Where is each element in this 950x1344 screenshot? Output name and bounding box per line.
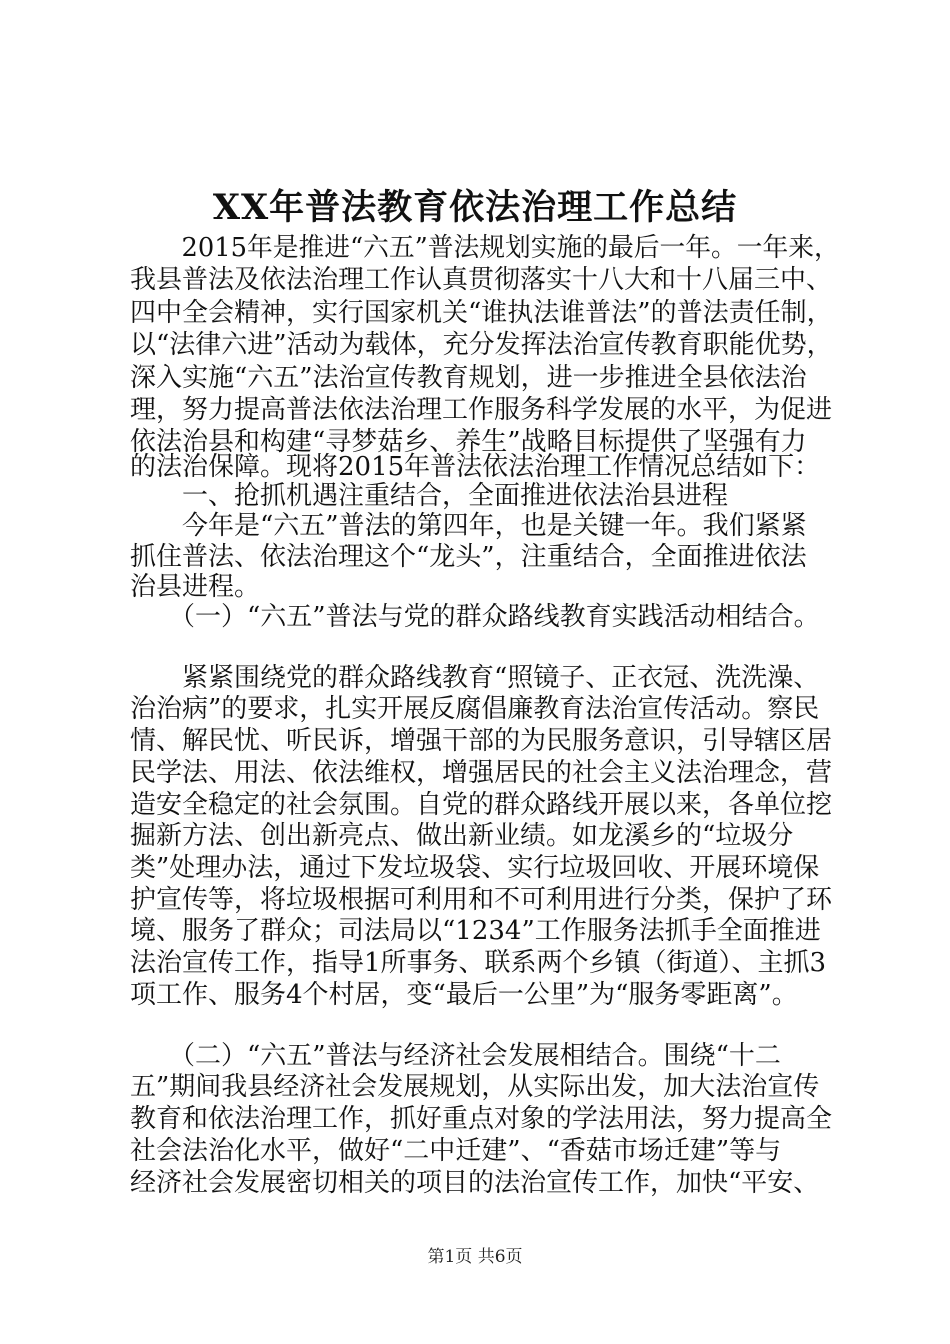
text-line: 今年是“六五”普法的第四年，也是关键一年。我们紧紧 (130, 511, 807, 541)
text-line: 治治病”的要求，扎实开展反腐倡廉教育法治宣传活动。察民 (130, 694, 820, 724)
text-line: 的法治保障。现将2015年普法依法治理工作情况总结如下： (130, 452, 821, 482)
text-line: 我县普法及依法治理工作认真贯彻落实十八大和十八届三中、 (130, 265, 833, 295)
text-line: 2015年是推进“六五”普法规划实施的最后一年。一年来， (130, 233, 840, 263)
subsection-heading: （二）“六五”普法与经济社会发展相结合。围绕“十二 (130, 1041, 781, 1071)
subsection-heading: （一）“六五”普法与党的群众路线教育实践活动相结合。 (130, 602, 820, 632)
text-line: 社会法治化水平，做好“二中迁建”、“香菇市场迁建”等与 (130, 1136, 782, 1166)
text-line: 掘新方法、创出新亮点、做出新业绩。如龙溪乡的“垃圾分 (130, 821, 794, 851)
text-line: 境、服务了群众；司法局以“1234”工作服务法抓手全面推进 (130, 916, 821, 946)
text-line: 经济社会发展密切相关的项目的法治宣传工作，加快“平安、 (130, 1168, 820, 1198)
text-line: 教育和依法治理工作，抓好重点对象的学法用法，努力提高全 (130, 1104, 833, 1134)
text-line: 治县进程。 (130, 572, 261, 602)
text-line: 造安全稳定的社会氛围。自党的群众路线开展以来，各单位挖 (130, 790, 833, 820)
text-line: 以“法律六进”活动为载体，充分发挥法治宣传教育职能优势， (130, 330, 833, 360)
text-line: 抓住普法、依法治理这个“龙头”，注重结合，全面推进依法 (130, 542, 807, 572)
text-line: 法治宣传工作，指导1所事务、联系两个乡镇（街道）、主抓3 (130, 948, 827, 978)
text-line: 类”处理办法，通过下发垃圾袋、实行垃圾回收、开展环境保 (130, 853, 820, 883)
text-line: 情、解民忧、听民诉，增强干部的为民服务意识，引导辖区居 (130, 726, 833, 756)
text-line: 护宣传等，将垃圾根据可利用和不可利用进行分类，保护了环 (130, 885, 833, 915)
text-line: 紧紧围绕党的群众路线教育“照镜子、正衣冠、洗洗澡、 (130, 663, 820, 693)
document-title: XX年普法教育依法治理工作总结 (212, 187, 738, 228)
section-heading: 一、抢抓机遇注重结合，全面推进依法治县进程 (130, 481, 729, 511)
text-line: 四中全会精神，实行国家机关“谁执法谁普法”的普法责任制， (130, 298, 833, 328)
text-line: 民学法、用法、依法维权，增强居民的社会主义法治理念，营 (130, 758, 833, 788)
text-line: 依法治县和构建“寻梦菇乡、养生”战略目标提供了坚强有力 (130, 427, 807, 457)
text-line: 深入实施“六五”法治宣传教育规划，进一步推进全县依法治 (130, 363, 807, 393)
text-line: 理，努力提高普法依法治理工作服务科学发展的水平，为促进 (130, 395, 833, 425)
text-line: 五”期间我县经济社会发展规划，从实际出发，加大法治宣传 (130, 1072, 820, 1102)
page-footer: 第1页 共6页 (427, 1247, 523, 1267)
text-line: 项工作、服务4个村居，变“最后一公里”为“服务零距离”。 (130, 980, 798, 1010)
